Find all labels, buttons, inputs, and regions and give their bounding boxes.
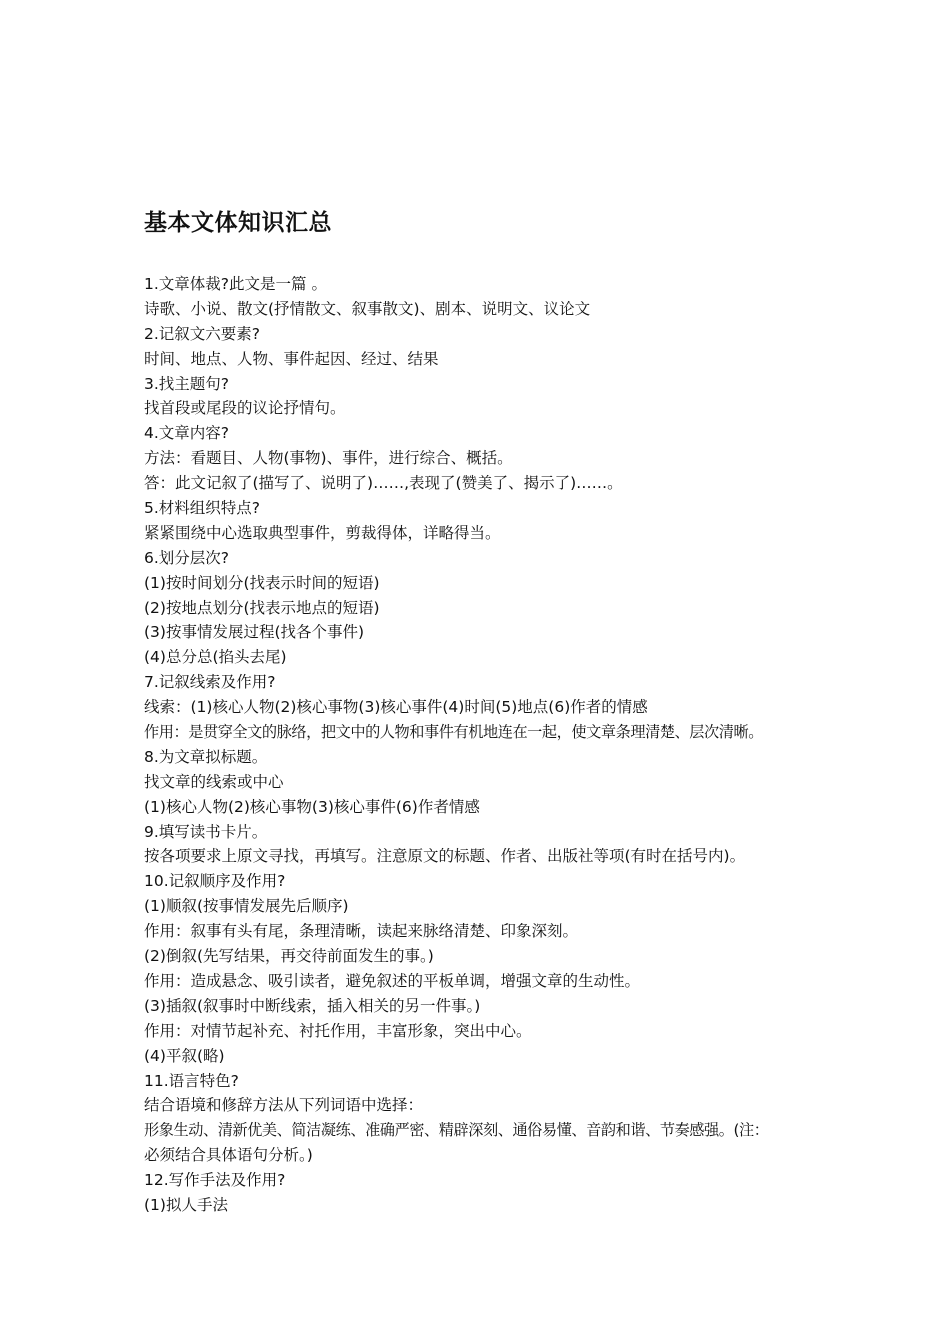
text-line: 9.填写读书卡片。	[144, 822, 268, 841]
text-line: (4)平叙(略)	[144, 1046, 225, 1065]
text-line: 6.划分层次?	[144, 548, 230, 567]
text-line: 形象生动、清新优美、简洁凝练、准确严密、精辟深刻、通俗易懂、音韵和谐、节奏感强。(注：	[144, 1121, 769, 1140]
text-line: 2.记叙文六要素?	[144, 324, 261, 343]
text-line: (4)总分总(掐头去尾)	[144, 648, 287, 667]
text-line: 时间、地点、人物、事件起因、经过、结果	[144, 349, 439, 368]
page-title: 基本文体知识汇总	[144, 210, 332, 236]
text-line: 必须结合具体语句分析。)	[144, 1146, 313, 1165]
text-line: (1)顺叙(按事情发展先后顺序)	[144, 897, 349, 916]
text-line: (2)按地点划分(找表示地点的短语)	[144, 598, 380, 617]
text-line: 作用：是贯穿全文的脉络，把文中的人物和事件有机地连在一起，使文章条理清楚、层次清晰。	[144, 723, 763, 742]
text-line: 按各项要求上原文寻找，再填写。注意原文的标题、作者、出版社等项(有时在括号内)。	[144, 847, 746, 866]
text-line: 找首段或尾段的议论抒情句。	[144, 399, 346, 418]
text-line: 作用：叙事有头有尾，条理清晰，读起来脉络清楚、印象深刻。	[144, 922, 579, 941]
text-line: 诗歌、小说、散文(抒情散文、叙事散文)、剧本、说明文、议论文	[144, 299, 591, 318]
text-line: (1)拟人手法	[144, 1195, 228, 1214]
text-line: 5.材料组织特点?	[144, 499, 261, 518]
text-line: 11.语言特色?	[144, 1071, 239, 1090]
text-line: 12.写作手法及作用?	[144, 1171, 286, 1190]
text-line: 4.文章内容?	[144, 424, 230, 443]
text-line: 1.文章体裁?此文是一篇 。	[144, 275, 327, 293]
content-lines	[144, 272, 834, 1218]
text-line: 找文章的线索或中心	[144, 772, 284, 791]
text-line: 答：此文记叙了(描写了、说明了)……,表现了(赞美了、揭示了)……。	[144, 474, 623, 493]
text-line: 紧紧围绕中心选取典型事件，剪裁得体，详略得当。	[144, 523, 501, 542]
text-line: (1)按时间划分(找表示时间的短语)	[144, 573, 380, 592]
text-line: (2)倒叙(先写结果，再交待前面发生的事。)	[144, 947, 434, 966]
text-line: 方法：看题目、人物(事物)、事件，进行综合、概括。	[144, 449, 513, 468]
text-line: (1)核心人物(2)核心事物(3)核心事件(6)作者情感	[144, 797, 480, 816]
text-line: 10.记叙顺序及作用?	[144, 872, 286, 891]
text-line: 作用：造成悬念、吸引读者，避免叙述的平板单调，增强文章的生动性。	[144, 971, 641, 990]
text-line: 结合语境和修辞方法从下列词语中选择：	[144, 1096, 424, 1115]
text-line: (3)插叙(叙事时中断线索，插入相关的另一件事。)	[144, 996, 481, 1015]
text-line: 作用：对情节起补充、衬托作用，丰富形象，突出中心。	[144, 1021, 532, 1040]
text-line: 7.记叙线索及作用?	[144, 673, 276, 692]
text-line: 线索：(1)核心人物(2)核心事物(3)核心事件(4)时间(5)地点(6)作者的情感	[144, 698, 648, 717]
text-line: 3.找主题句?	[144, 374, 230, 393]
text-line: 8.为文章拟标题。	[144, 747, 268, 766]
text-line: (3)按事情发展过程(找各个事件)	[144, 623, 365, 642]
